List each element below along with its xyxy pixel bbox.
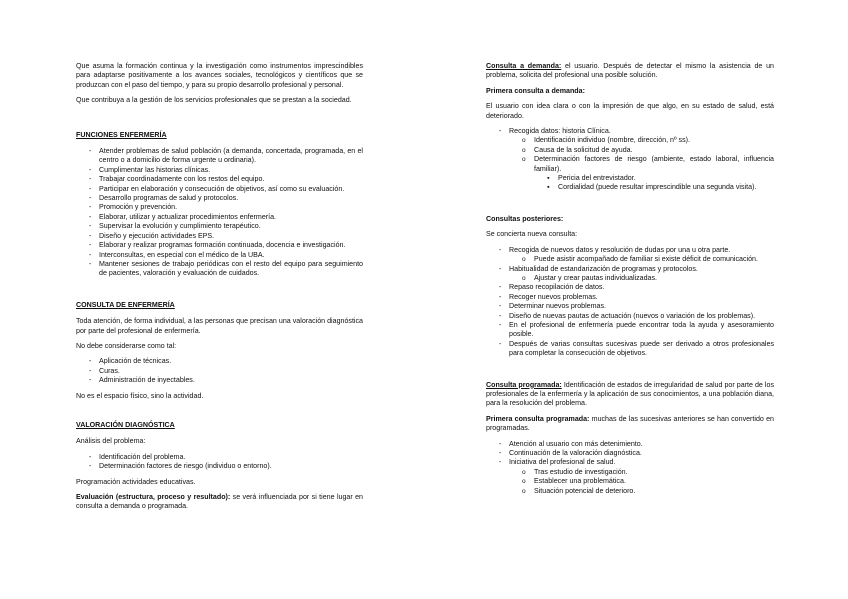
list-item: - Identificación del problema. <box>89 453 363 462</box>
list-item: - Participar en elaboración y consecución de objetivos, así como su evaluación. <box>89 185 363 194</box>
sub-list-item: o Causa de la solicitud de ayuda. <box>522 146 774 155</box>
list-item: - Después de varias consultas sucesivas puede ser derivado a otros profesionales para completar la consecución de objetivos. <box>499 340 774 359</box>
valoracion-programacion: Programación actividades educativas. <box>76 477 196 486</box>
list-item: - En el profesional de enfermería puede encontrar toda la ayuda y asesoramiento posible. <box>499 321 774 340</box>
demanda-text: el usuario. Después de detectar el mismo la asistencia de un problema, solicita del profesional una posible solución. <box>486 62 774 80</box>
consulta-footnote: No es el espacio físico, sino la actividad. <box>76 391 204 400</box>
valoracion-evaluacion <box>76 493 363 512</box>
demanda-subsublist <box>534 174 774 193</box>
demanda-label: Consulta a demanda: <box>486 62 562 70</box>
posteriores-sublist <box>509 255 774 264</box>
primera-demanda-heading: Primera consulta a demanda: <box>486 86 585 95</box>
list-item <box>499 246 774 265</box>
list-item: - Desarrollo programas de salud y protocolos. <box>89 194 363 203</box>
primera-programada-text: muchas de las sucesivas anteriores se han convertido en programadas. <box>486 414 774 433</box>
programada-list <box>486 440 774 496</box>
programada-label: Consulta programada: <box>486 380 562 389</box>
programada-definition <box>486 381 774 409</box>
list-item: - Mantener sesiones de trabajo periódicas con el resto del equipo para seguimiento de pacientes, valoración y evaluación de cuidados. <box>89 260 363 279</box>
list-item: - Administración de inyectables. <box>89 376 363 385</box>
list-item-text: Iniciativa del profesional de salud. <box>509 458 616 467</box>
primera-programada-label: Primera consulta programada: <box>486 414 590 423</box>
list-item: - Atender problemas de salud población (a demanda, concertada, programada, en el centro o a domicilio de forma urgente u ordinaria). <box>89 147 363 166</box>
sub-list-item-text: Determinación factores de riesgo (ambiente, estado laboral, influencia familiar). <box>534 155 774 173</box>
sub-list-item: o Tras estudio de investigación. <box>522 468 774 477</box>
consulta-note: No debe considerarse como tal: <box>76 341 177 350</box>
list-item: - Repaso recopilación de datos. <box>499 283 774 292</box>
sub-sub-list-item: ▪ Cordialidad (puede resultar imprescindible una segunda visita). <box>547 183 774 192</box>
evaluacion-label: Evaluación (estructura, proceso y resultado): <box>76 493 231 501</box>
programada-text: Identificación de estados de irregularidad de salud por parte de los profesionales de la enfermería y la aplicación de sus conocimientos, a una población diana, para la resolución del problema. <box>486 380 774 408</box>
list-item-text: Recogida de nuevos datos y resolución de dudas por una u otra parte. <box>509 245 731 254</box>
list-item <box>499 458 774 496</box>
primera-demanda-text: El usuario con idea clara o con la impresión de que algo, en su estado de salud, está deteriorado. <box>486 102 774 120</box>
left-column <box>76 62 363 518</box>
sub-sub-list-item: ▪ Pericia del entrevistador. <box>547 174 774 183</box>
list-item: - Elaborar, utilizar y actualizar procedimientos enfermería. <box>89 213 363 222</box>
consulta-exclusions-list <box>76 357 363 385</box>
list-item: - Continuación de la valoración diagnóstica. <box>499 449 774 458</box>
list-item: - Curas. <box>89 367 363 376</box>
list-item <box>499 127 774 193</box>
intro-paragraph-2: Que contribuya a la gestión de los servicios profesionales que se prestan a la sociedad. <box>76 96 352 105</box>
list-item <box>499 265 774 284</box>
list-item: - Determinación factores de riesgo (individuo o entorno). <box>89 462 363 471</box>
list-item: - Recoger nuevos problemas. <box>499 293 774 302</box>
primera-programada <box>486 415 774 434</box>
list-item: - Trabajar coordinadamente con los restos del equipo. <box>89 175 363 184</box>
consulta-definition: Toda atención, de forma individual, a las personas que precisan una valoración diagnóstica por parte del profesional de enfermería. <box>76 317 363 335</box>
evaluacion-text: se verá influenciada por si tiene lugar en consulta a demanda o programada. <box>76 493 364 511</box>
programada-sublist <box>509 468 774 496</box>
list-item: - Interconsultas, en especial con el médico de la UBA. <box>89 251 363 260</box>
list-item: - Elaborar y realizar programas formación continuada, docencia e investigación. <box>89 241 363 250</box>
valoracion-intro: Análisis del problema: <box>76 437 146 446</box>
list-item-text: Habitualidad de estandarización de programas y protocolos. <box>509 264 698 273</box>
sub-list-item: o Establecer una problemática. <box>522 477 774 486</box>
list-item: - Promoción y prevención. <box>89 203 363 212</box>
valoracion-list <box>76 453 363 472</box>
sub-list-item: o Identificación individuo (nombre, dirección, nº ss). <box>522 136 774 145</box>
posteriores-heading: Consultas posteriores: <box>486 214 564 223</box>
funciones-list <box>76 147 363 279</box>
list-item: - Supervisar la evolución y cumplimiento terapéutico. <box>89 222 363 231</box>
sub-list-item: o Situación potencial de deterioro. <box>522 487 774 496</box>
section-heading-valoracion: VALORACIÓN DIAGNÓSTICA <box>76 420 175 429</box>
right-column <box>486 62 774 502</box>
list-item: - Diseño de nuevas pautas de actuación (nuevos o variación de los problemas). <box>499 312 774 321</box>
sub-list-item: o Ajustar y crear pautas individualizadas. <box>522 274 774 283</box>
list-item: - Cumplimentar las historias clínicas. <box>89 166 363 175</box>
section-heading-funciones: FUNCIONES ENFERMERÍA <box>76 130 167 139</box>
section-heading-consulta: CONSULTA DE ENFERMERÍA <box>76 300 175 309</box>
sub-list-item <box>522 155 774 193</box>
demanda-list <box>486 127 774 193</box>
posteriores-intro: Se concierta nueva consulta: <box>486 230 578 239</box>
list-item: - Atención al usuario con más detenimiento. <box>499 440 774 449</box>
demanda-definition <box>486 62 774 81</box>
intro-paragraph: Que asuma la formación continua y la investigación como instrumentos imprescindibles para adaptarse positivamente a los avances sociales, tecnológicos y científicos que se produzcan con el paso del tiempo, y para su propio desarrollo profesional y personal. <box>76 62 363 89</box>
list-item: - Determinar nuevos problemas. <box>499 302 774 311</box>
list-item: - Aplicación de técnicas. <box>89 357 363 366</box>
list-item-text: Recogida datos: historia Clínica. <box>509 127 611 136</box>
posteriores-sublist <box>509 274 774 283</box>
posteriores-list <box>486 246 774 359</box>
sub-list-item: o Puede asistir acompañado de familiar si existe déficit de comunicación. <box>522 255 774 264</box>
demanda-sublist <box>509 136 774 192</box>
list-item: - Diseño y ejecución actividades EPS. <box>89 232 363 241</box>
